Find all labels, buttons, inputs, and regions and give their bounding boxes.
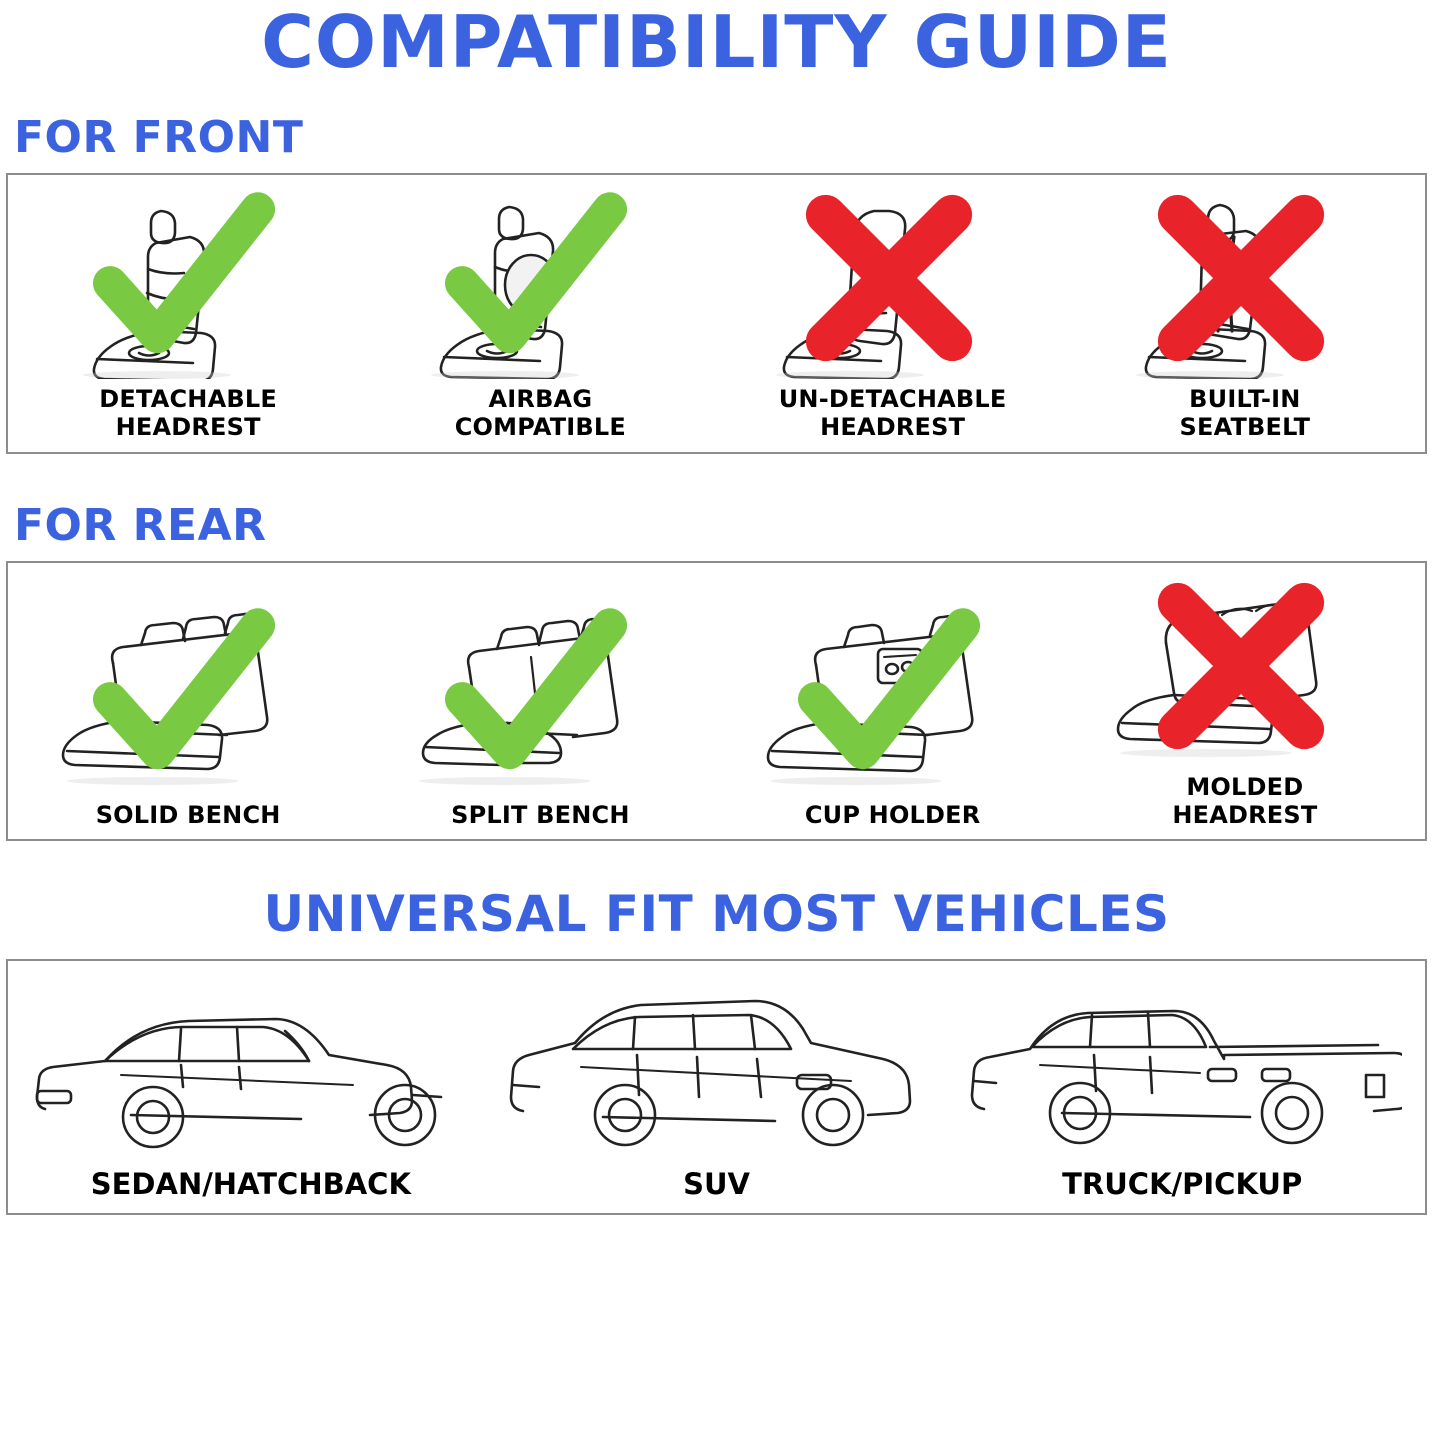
front-item-airbag-compatible xyxy=(364,189,716,452)
front-item-undetachable-headrest xyxy=(717,189,1069,452)
cross-icon xyxy=(754,183,1024,373)
suv-icon xyxy=(497,983,937,1163)
caption-line-1: UN-DETACHABLE xyxy=(778,385,1007,413)
rear-item-cup-holder xyxy=(717,605,1069,839)
caption-line-1: SOLID BENCH xyxy=(95,800,281,829)
universal-panel xyxy=(6,959,1427,1215)
check-icon xyxy=(401,599,671,789)
rear-panel xyxy=(6,561,1427,842)
section-heading-front: FOR FRONT xyxy=(14,112,304,163)
rear-item-molded-headrest xyxy=(1069,577,1421,840)
front-item-label xyxy=(779,385,1007,452)
vehicle-label: SUV xyxy=(683,1167,750,1202)
rear-cup-holder-icon xyxy=(758,605,1028,795)
caption-line-2: HEADREST xyxy=(820,413,966,442)
caption-line-1: BUILT-IN xyxy=(1189,385,1301,413)
caption-line-1: AIRBAG xyxy=(488,385,593,413)
front-item-detachable-headrest xyxy=(12,189,364,452)
check-icon xyxy=(49,599,319,789)
vehicle-row xyxy=(8,961,1425,1213)
vehicle-label: TRUCK/PICKUP xyxy=(1062,1167,1303,1202)
front-item-builtin-seatbelt xyxy=(1069,189,1421,452)
universal-fit-title: UNIVERSAL FIT MOST VEHICLES xyxy=(263,885,1170,944)
caption-line-2: HEADREST xyxy=(115,413,261,442)
check-icon xyxy=(49,183,319,373)
cross-icon xyxy=(1106,183,1376,373)
caption-line-2: COMPATIBLE xyxy=(454,413,627,442)
front-item-label xyxy=(99,385,277,452)
rear-item-label xyxy=(451,801,630,839)
front-seat-detachable-headrest-icon xyxy=(53,189,323,379)
front-seat-undetachable-headrest-icon xyxy=(758,189,1028,379)
rear-item-label xyxy=(1172,773,1317,840)
caption-line-2: HEADREST xyxy=(1172,800,1318,829)
page-title: COMPATIBILITY GUIDE xyxy=(261,0,1172,84)
spacer xyxy=(0,454,1433,500)
front-panel xyxy=(6,173,1427,454)
vehicle-item-truck xyxy=(949,983,1415,1213)
truck-icon xyxy=(962,983,1402,1163)
check-icon xyxy=(401,183,671,373)
front-row xyxy=(8,175,1425,452)
cross-icon xyxy=(1106,571,1376,761)
caption-line-1: DETACHABLE xyxy=(99,385,277,413)
rear-item-split-bench xyxy=(364,605,716,839)
front-seat-airbag-icon xyxy=(405,189,675,379)
front-seat-builtin-seatbelt-icon xyxy=(1110,189,1380,379)
caption-line-1: SPLIT BENCH xyxy=(451,800,630,829)
sedan-icon xyxy=(31,983,471,1163)
vehicle-label: SEDAN/HATCHBACK xyxy=(90,1167,411,1202)
front-item-label xyxy=(455,385,626,452)
rear-solid-bench-icon xyxy=(53,605,323,795)
rear-item-solid-bench xyxy=(12,605,364,839)
rear-item-label xyxy=(96,801,281,839)
section-heading-rear: FOR REAR xyxy=(14,499,267,551)
check-icon xyxy=(754,599,1024,789)
rear-split-bench-icon xyxy=(405,605,675,795)
caption-line-1: CUP HOLDER xyxy=(804,800,981,829)
caption-line-2: SEATBELT xyxy=(1179,413,1311,442)
front-item-label xyxy=(1180,385,1311,452)
caption-line-1: MOLDED xyxy=(1186,772,1304,801)
rear-molded-headrest-icon xyxy=(1110,577,1380,767)
vehicle-item-suv xyxy=(484,983,950,1213)
rear-row xyxy=(8,563,1425,840)
rear-item-label xyxy=(805,801,981,839)
vehicle-item-sedan xyxy=(18,983,484,1213)
